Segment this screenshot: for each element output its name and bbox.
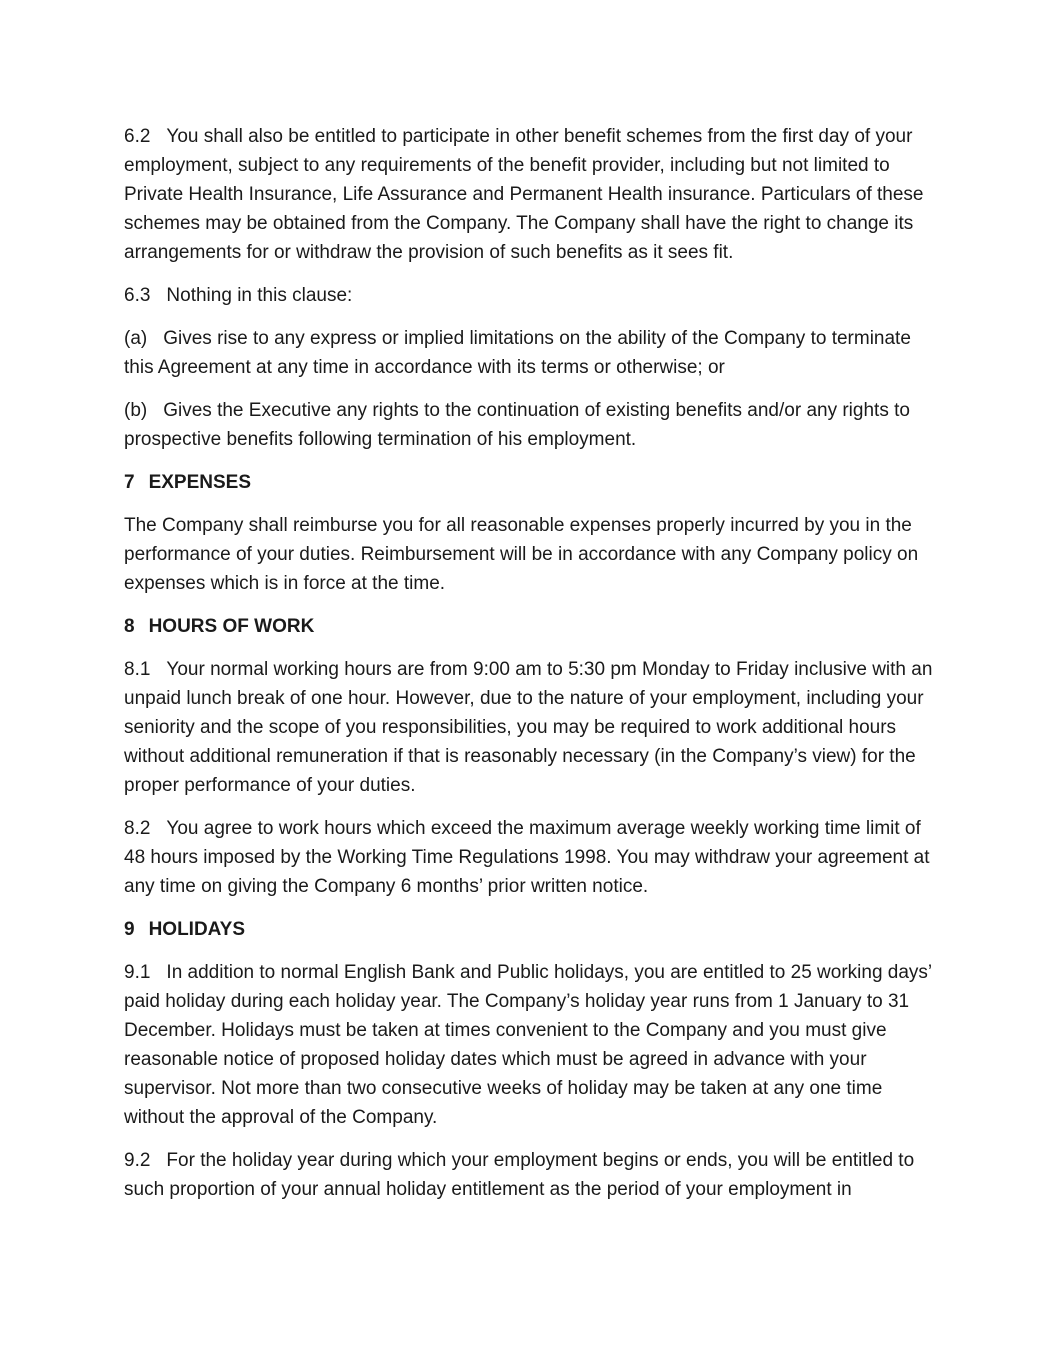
clause-6-2	[124, 122, 936, 267]
clause-text: Gives rise to any express or implied limitations on the ability of the Company to terminate this Agreement at any time in accordance with its terms or otherwise; or	[124, 328, 911, 378]
section-heading-expenses	[124, 468, 936, 497]
section-title: HOURS OF WORK	[148, 616, 315, 637]
clause-9-1	[124, 958, 936, 1132]
clause-7	[124, 511, 936, 598]
clause-text: You shall also be entitled to participate in other benefit schemes from the first day of your employment, subject to any requirements of the benefit provider, including but not limited to Private Health Insurance, Life Assurance and Permanent Health insurance. Particulars of these schemes may be obtained from the Company. The Company shall have the right to change its arrangements for or withdraw the provision of such benefits as it sees fit.	[124, 126, 924, 263]
clause-text: In addition to normal English Bank and Public holidays, you are entitled to 25 working days’ paid holiday during each holiday year. The Company’s holiday year runs from 1 January to 31 December. Holidays must be taken at times convenient to the Company and you must give reasonable notice of proposed holiday dates which must be agreed in advance with your supervisor. Not more than two consecutive weeks of holiday may be taken at any one time without the approval of the Company.	[124, 962, 932, 1128]
clause-number: 9.1	[124, 962, 151, 983]
clause-number: (a)	[124, 328, 148, 349]
clause-9-2	[124, 1146, 936, 1204]
section-title: EXPENSES	[148, 472, 252, 493]
clause-8-2	[124, 814, 936, 901]
clause-number: 6.2	[124, 126, 151, 147]
clause-text: Gives the Executive any rights to the continuation of existing benefits and/or any rights to prospective benefits following termination of his employment.	[124, 400, 910, 450]
clause-6-3-a	[124, 324, 936, 382]
section-heading-holidays	[124, 915, 936, 944]
clause-text: Your normal working hours are from 9:00 am to 5:30 pm Monday to Friday inclusive with an unpaid lunch break of one hour. However, due to the nature of your employment, including your seniority and the scope of you responsibilities, you may be required to work additional hours without additional remuneration if that is reasonably necessary (in the Company’s view) for the proper performance of your duties.	[124, 659, 933, 796]
clause-8-1	[124, 655, 936, 800]
clause-number: (b)	[124, 400, 148, 421]
clause-6-3	[124, 281, 936, 310]
section-number: 8	[124, 616, 135, 637]
document-page	[124, 122, 936, 1218]
clause-number: 9.2	[124, 1150, 151, 1171]
clause-text: The Company shall reimburse you for all reasonable expenses properly incurred by you in the performance of your duties. Reimbursement will be in accordance with any Company policy on expenses which is in force at the time.	[124, 515, 919, 594]
section-number: 7	[124, 472, 135, 493]
clause-text: For the holiday year during which your employment begins or ends, you will be entitled to such proportion of your annual holiday entitlement as the period of your employment in	[124, 1150, 915, 1200]
section-heading-hours-of-work	[124, 612, 936, 641]
clause-number: 8.1	[124, 659, 151, 680]
clause-number: 6.3	[124, 285, 151, 306]
clause-number: 8.2	[124, 818, 151, 839]
clause-text: Nothing in this clause:	[166, 285, 353, 306]
section-number: 9	[124, 919, 135, 940]
clause-text: You agree to work hours which exceed the maximum average weekly working time limit of 48 hours imposed by the Working Time Regulations 1998. You may withdraw your agreement at any time on giving the Company 6 months’ prior written notice.	[124, 818, 930, 897]
section-title: HOLIDAYS	[148, 919, 246, 940]
clause-6-3-b	[124, 396, 936, 454]
